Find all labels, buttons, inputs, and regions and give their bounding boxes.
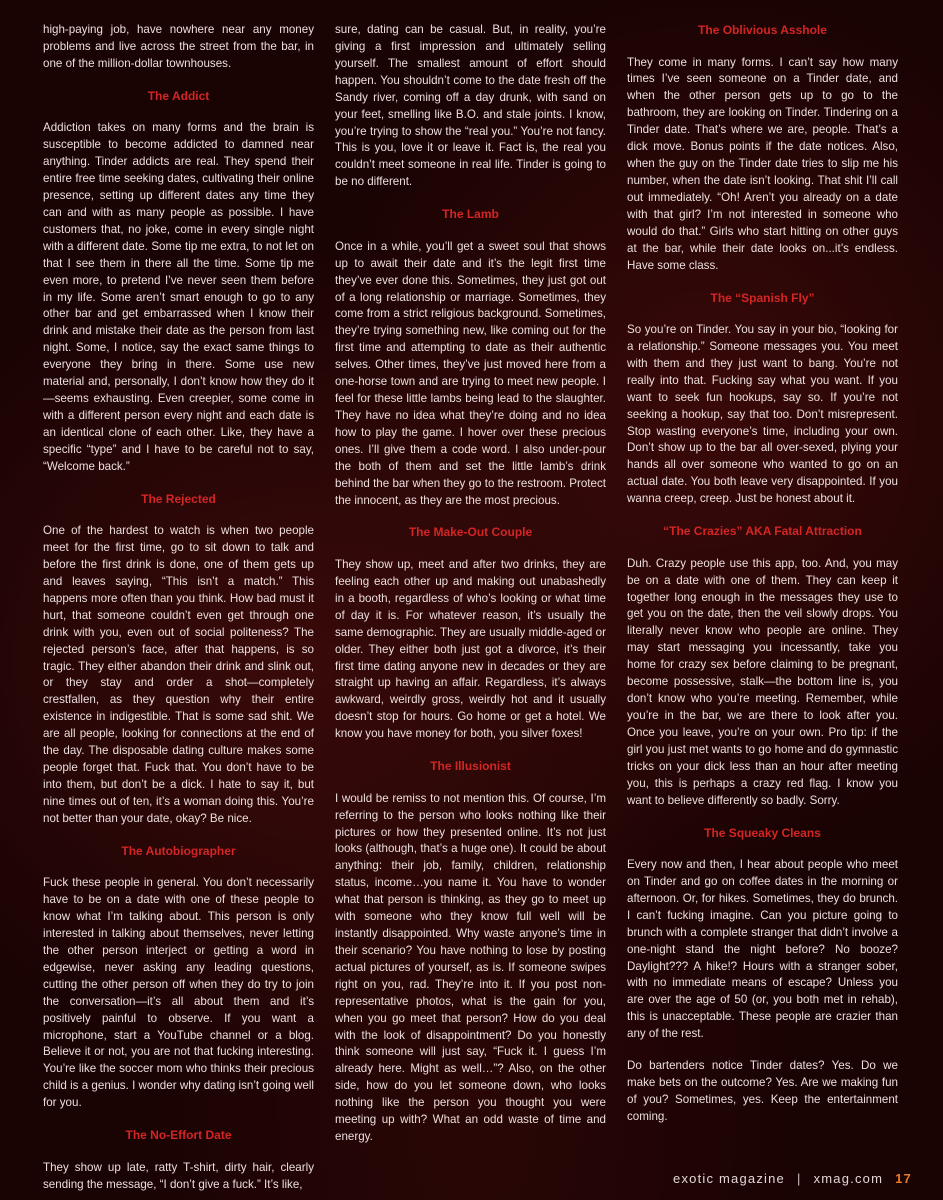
section-heading: The “Spanish Fly” [710,290,815,305]
section-heading: The Lamb [442,207,499,222]
paragraph: They come in many forms. I can’t say how many times I’ve seen someone on a Tinder date, and when the other person gets up to go to the bathroom, they are looking on Tinder. Tindering on a Tinder date. That’s where we are, people. That’s a dick move. Bonus points if the date notices. Also, when the guy on the Tinder date tries to slip me his number, when the date isn’t looking. That shit I’ll call out immediately. “Oh! Aren’t you already on a date with that girl? I’m not interested in someone who would do that.” Girls who start hitting on other guys at the bar, while their date looks on...it’s endless. Have some class. [627,55,898,272]
section-heading: The Autobiographer [121,843,236,858]
footer-separator: | [796,1170,802,1186]
paragraph: Every now and then, I hear about people who meet on Tinder and go on coffee dates in the morning or afternoon. Or, for hikes. Sometimes, they do brunch. I can’t fucking imagine. Can you picture going to brunch with a complete stranger that didn’t involve a one-night stand the night before? No booze? Daylight??? A hike!? Hours with a stranger sober, with no immediate means of escape? Unless you are over the age of 50 (or, you both met in rehab), this is unacceptable. These people are crazier than any of the rest. [627,858,898,1041]
paragraph: So you’re on Tinder. You say in your bio, “looking for a relationship.” Someone messages you. You meet with them and they just want to bang. You’re not really into that. Fucking say what you want. If you want to seek fun hookups, say so. If you’re not seeking a hookup, say that too. Don’t misrepresent. Stop wasting everyone’s time, including your own. Don’t show up to the bar all over-sexed, plying your hands all over someone who wanted to go on an actual date. You both leave very disappointed. If you wanna creep, creep. Just be honest about it. [627,323,898,506]
paragraph: They show up, meet and after two drinks, they are feeling each other up and making out unabashedly in a booth, regardless of who’s looking or what time of day it is. For whatever reason, it’s usually the same demographic. They are usually middle-aged or older. They either both just got a divorce, it’s their first time dating anyone new in decades or they are straight up having an affair. Regardless, it’s always awkward, weirdly gross, weirdly hot and it usually doesn’t stop for hours. Go home or get a hotel. We know you have money for both, you silver foxes! [335,558,606,741]
section-heading: The Rejected [141,491,216,506]
page-footer [612,1169,912,1187]
paragraph: Fuck these people in general. You don’t necessarily have to be on a date with one of these people to know what I’m talking about. This person is only interested in talking about themselves, never letting the other person interject or getting a word in edgewise, never asking any leading questions, cutting the other person off when they do try to join the conversation—it’s all about them and it’s positively painful to observe. If you want a microphone, start a YouTube channel or a blog. Believe it or not, you are not that fucking interesting. You’re like the soccer mom who thinks their precious child is a genius. I wonder why dating isn’t going well for you. [43,876,314,1110]
section-heading: The Oblivious Asshole [698,23,827,37]
paragraph: I would be remiss to not mention this. Of course, I’m referring to the person who looks nothing like their pictures or how they presented online. It’s not just looks (although, that’s a huge one). It could be about anything: their job, family, children, relationship status, income…you name it. You have to wonder what that person is thinking, as they go to meet up with someone who they know full well will be instantly disappointed. Why waste anyone’s time in their scenario? You have nothing to lose by posting actual pictures of yourself, as is. If someone swipes right on you, rad. They’re into it. If you post non-representative photos, what is the gain for you, when you go meet that person? How do you deal with the look of disappointment? Do you honestly think someone will just say, “Fuck it. I guess I’m already here. Might as well…”? Also, on the other side, how do you let someone down, who looks nothing like the person you thought you were meeting up with? What an odd waste of time and energy. [335,791,606,1144]
section-heading: The Make-Out Couple [408,525,533,540]
section-heading: “The Crazies” AKA Fatal Attraction [663,524,862,539]
section-heading: The Illusionist [430,759,511,774]
article-column-1 [43,22,314,1194]
paragraph: One of the hardest to watch is when two people meet for the first time, go to sit down to talk and before the first drink is done, one of them gets up and leaves saying, “This isn’t a match.” This happens more often than you think. How bad must it hurt, that someone couldn’t even get through one drink with you, even out of social politeness? The rejected person’s face, after that happens, is so tragic. They either abandon their drink and slink out, or they stay and order a shot—completely crestfallen, as they question why their entire existence in indigestible. That is some sad shit. We are all people, looking for connections at the end of the day. The disposable dating culture makes some people forget that. Fuck that. You don’t have to be into them, but don’t be a dick. I hate to say it, but nine times out of ten, it’s a woman doing this. You’re not better than your date, okay? Be nice. [43,524,314,825]
section-heading: The Squeaky Cleans [704,825,821,840]
section-heading: The Addict [147,88,210,103]
paragraph: high-paying job, have nowhere near any money problems and live across the street from the bar, in one of the million-dollar townhouses. [43,23,314,70]
page-number: 17 [895,1170,912,1186]
paragraph: They show up late, ratty T-shirt, dirty hair, clearly sending the message, “I don’t give a fuck.” It’s like, [43,1160,314,1191]
magazine-name: exotic magazine [673,1170,785,1186]
article-column-2 [335,22,606,1146]
article-column-3 [627,22,898,1126]
paragraph: Once in a while, you’ll get a sweet soul that shows up to await their date and it’s the legit first time they’ve ever done this. Sometimes, they just got out of a long relationship or marriage. Sometimes, they come from a strict religious background. Sometimes, they’re trying something new, like coming out for the first time and attempting to date as their authentic selves. Other times, they’ve just moved here from a one-horse town and are trying to meet new people. I feel for these little lambs being lead to the slaughter. They have no idea what they’re doing and no idea how to play the game. I hover over these precious ones. I’ll give them a code word. I also under-pour the both of them and set the little lamb’s drink behind the bar when they go to the restroom. Protect the innocent, as they are the most precious. [335,239,606,507]
paragraph: Do bartenders notice Tinder dates? Yes. Do we make bets on the outcome? Yes. Are we making fun of you? Sometimes, yes. Keep the entertainment coming. [627,1059,898,1123]
paragraph: Duh. Crazy people use this app, too. And, you may be on a date with one of them. They can keep it together long enough in the messages they use to get you on the date, then the veil slowly drops. You literally never know who people are online. They may start messaging you incessantly, take you home for crazy sex before claiming to be pregnant, become possessive, stalk—the bottom line is, you don’t know who you’re meeting. Remember, while you’re in the bar, we are there to look after you. Once you leave, you’re on your own. Pro tip: if the girl you just met wants to go home and do gymnastic tricks on your dick less than an hour after meeting you, this is perhaps a crazy red flag. I know you want to believe differently so badly. Sorry. [627,556,898,807]
website-link[interactable]: xmag.com [813,1170,884,1186]
section-heading: The No-Effort Date [125,1128,232,1143]
paragraph: sure, dating can be casual. But, in reality, you’re giving a first impression and ultimately selling yourself. The smallest amount of effort should happen. You shouldn’t come to the date fresh off the Sandy river, coming off a day drunk, with sand on your feet, smelling like B.O. and stale joints. I know, you’re trying to show the “real you.” You’re not fancy. This is you, love it or leave it. Fact is, the real you couldn’t meet someone in real life. Tinder is going to be no different. [335,23,606,189]
paragraph: Addiction takes on many forms and the brain is susceptible to become addicted to damned near anything. Tinder addicts are real. They spend their entire free time seeking dates, cultivating their online presence, setting up different dates any time they can and with as many people as possible. I have customers that, no joke, come in every single night with a different date. Some tip me extra, to not let on that I see them in there all the time. Some tip me even more, to pretend I’ve never seen them before in my life. Some aren’t smart enough to go to any other bar and get embarrassed when I know their drink and mistake their date as the person from last night. Some, I notice, say the exact same things to everyone they bring in there. Some use new material and, personally, I don’t know how they do it—seems exhausting. Even creepier, some come in with a different person every night and each date is an identical clone of each other. Like, they have a specific “type” and I have to be careful not to say, “Welcome back.” [43,121,314,473]
